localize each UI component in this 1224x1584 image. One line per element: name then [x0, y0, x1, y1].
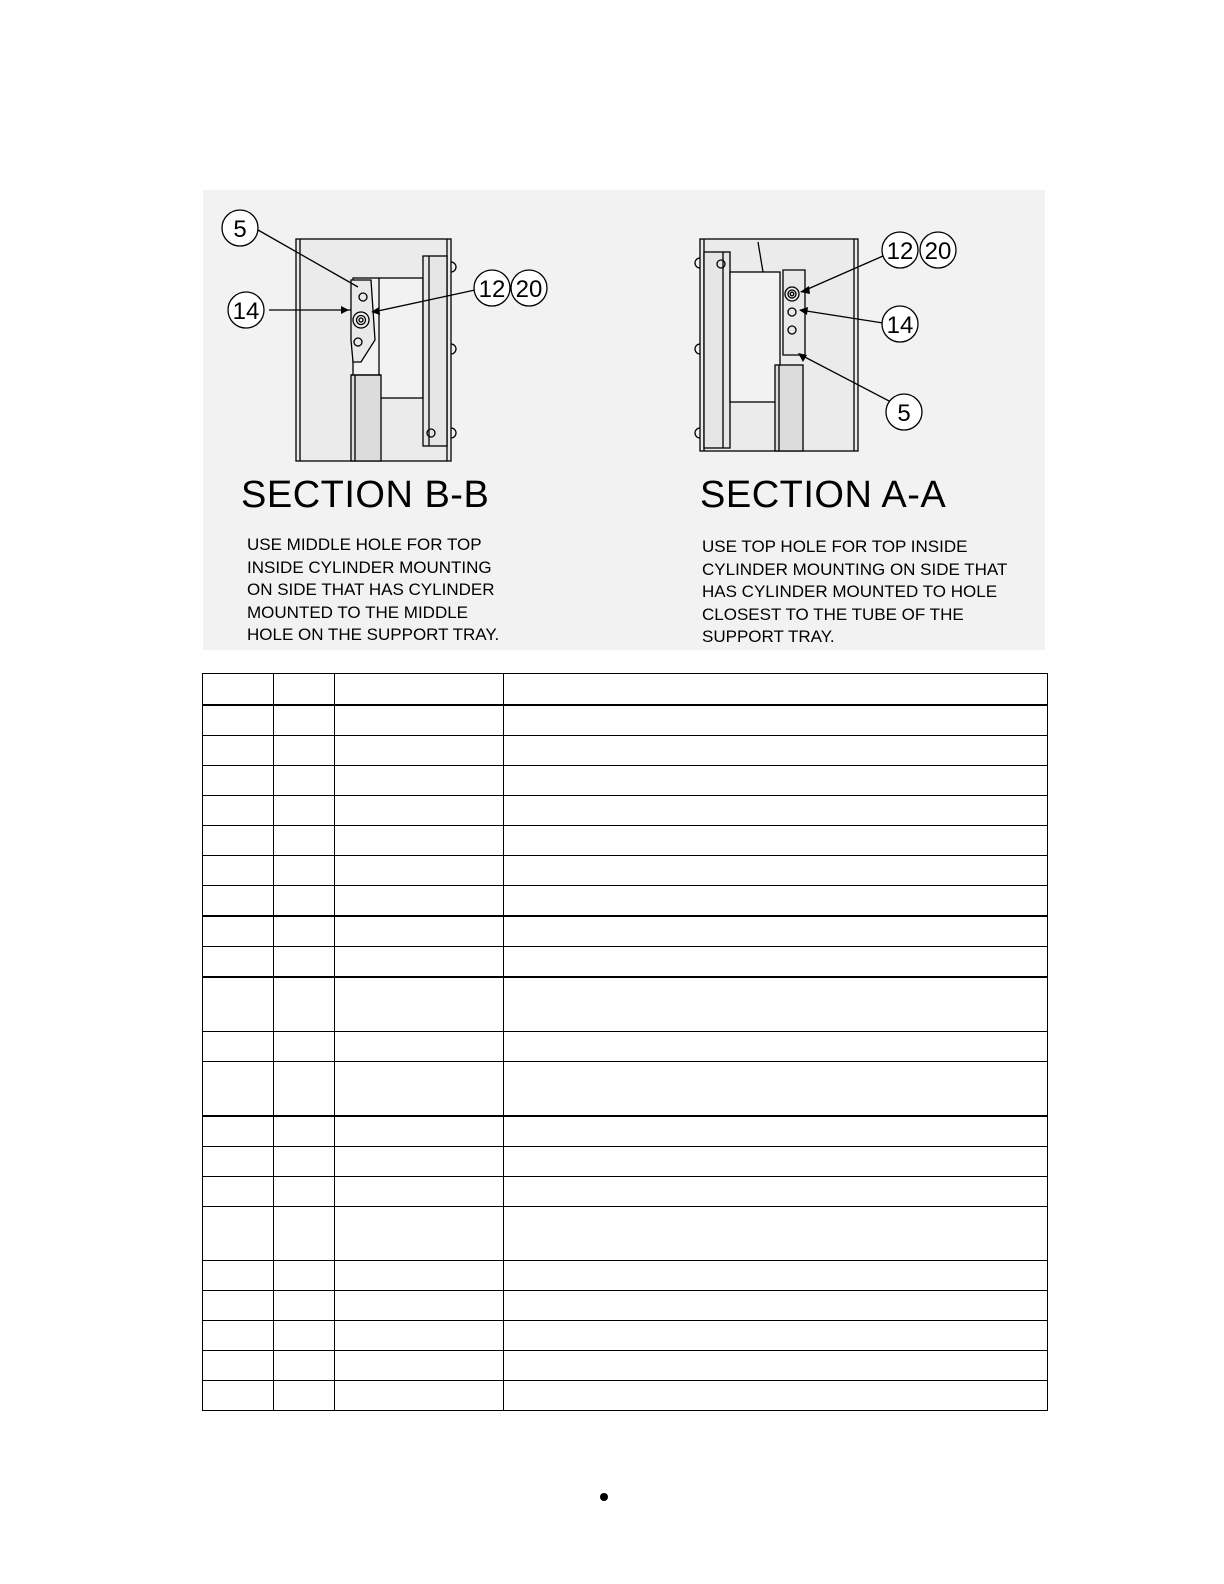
section-a-a-drawing — [695, 232, 956, 451]
table-row — [203, 826, 1048, 856]
table-row — [203, 947, 1048, 978]
section-drawings — [203, 190, 1045, 650]
callout-20: 20 — [924, 238, 952, 265]
section-a-a-title: SECTION A-A — [700, 474, 947, 516]
callout-20: 20 — [515, 276, 543, 303]
table-row — [203, 1207, 1048, 1261]
callout-12: 12 — [478, 276, 506, 303]
page-bullet-marker — [600, 1493, 608, 1501]
callout-14: 14 — [886, 312, 914, 339]
callout-5: 5 — [897, 400, 911, 427]
table-row — [203, 1147, 1048, 1177]
table-row — [203, 856, 1048, 886]
table-row — [203, 1116, 1048, 1147]
parts-table — [202, 673, 1048, 1411]
table-row — [203, 886, 1048, 917]
callout-12: 12 — [886, 238, 914, 265]
table-row — [203, 705, 1048, 736]
table-row — [203, 766, 1048, 796]
callout-14: 14 — [232, 298, 260, 325]
table-row — [203, 796, 1048, 826]
section-b-b-note: USE MIDDLE HOLE FOR TOP INSIDE CYLINDER MOUNTING ON SIDE THAT HAS CYLINDER MOUNTED TO THE MIDDLE HOLE ON THE SUPPORT TRAY. — [247, 535, 500, 644]
section-a-a-note: USE TOP HOLE FOR TOP INSIDE CYLINDER MOUNTING ON SIDE THAT HAS CYLINDER MOUNTED TO HOLE CLOSEST TO THE TUBE OF THE SUPPORT TRAY. — [702, 537, 1008, 646]
table-row — [203, 1177, 1048, 1207]
table-row — [203, 1032, 1048, 1062]
section-b-b-drawing — [222, 210, 547, 461]
table-row — [203, 1062, 1048, 1117]
section-b-b-title: SECTION B-B — [241, 474, 490, 516]
table-header-row — [203, 674, 1048, 706]
callout-5: 5 — [233, 216, 247, 243]
table-row — [203, 736, 1048, 766]
table-row — [203, 1321, 1048, 1351]
table-row — [203, 916, 1048, 947]
table-row — [203, 1261, 1048, 1291]
table-row — [203, 1291, 1048, 1321]
table-row — [203, 1351, 1048, 1381]
table-row — [203, 977, 1048, 1032]
table-row — [203, 1381, 1048, 1411]
